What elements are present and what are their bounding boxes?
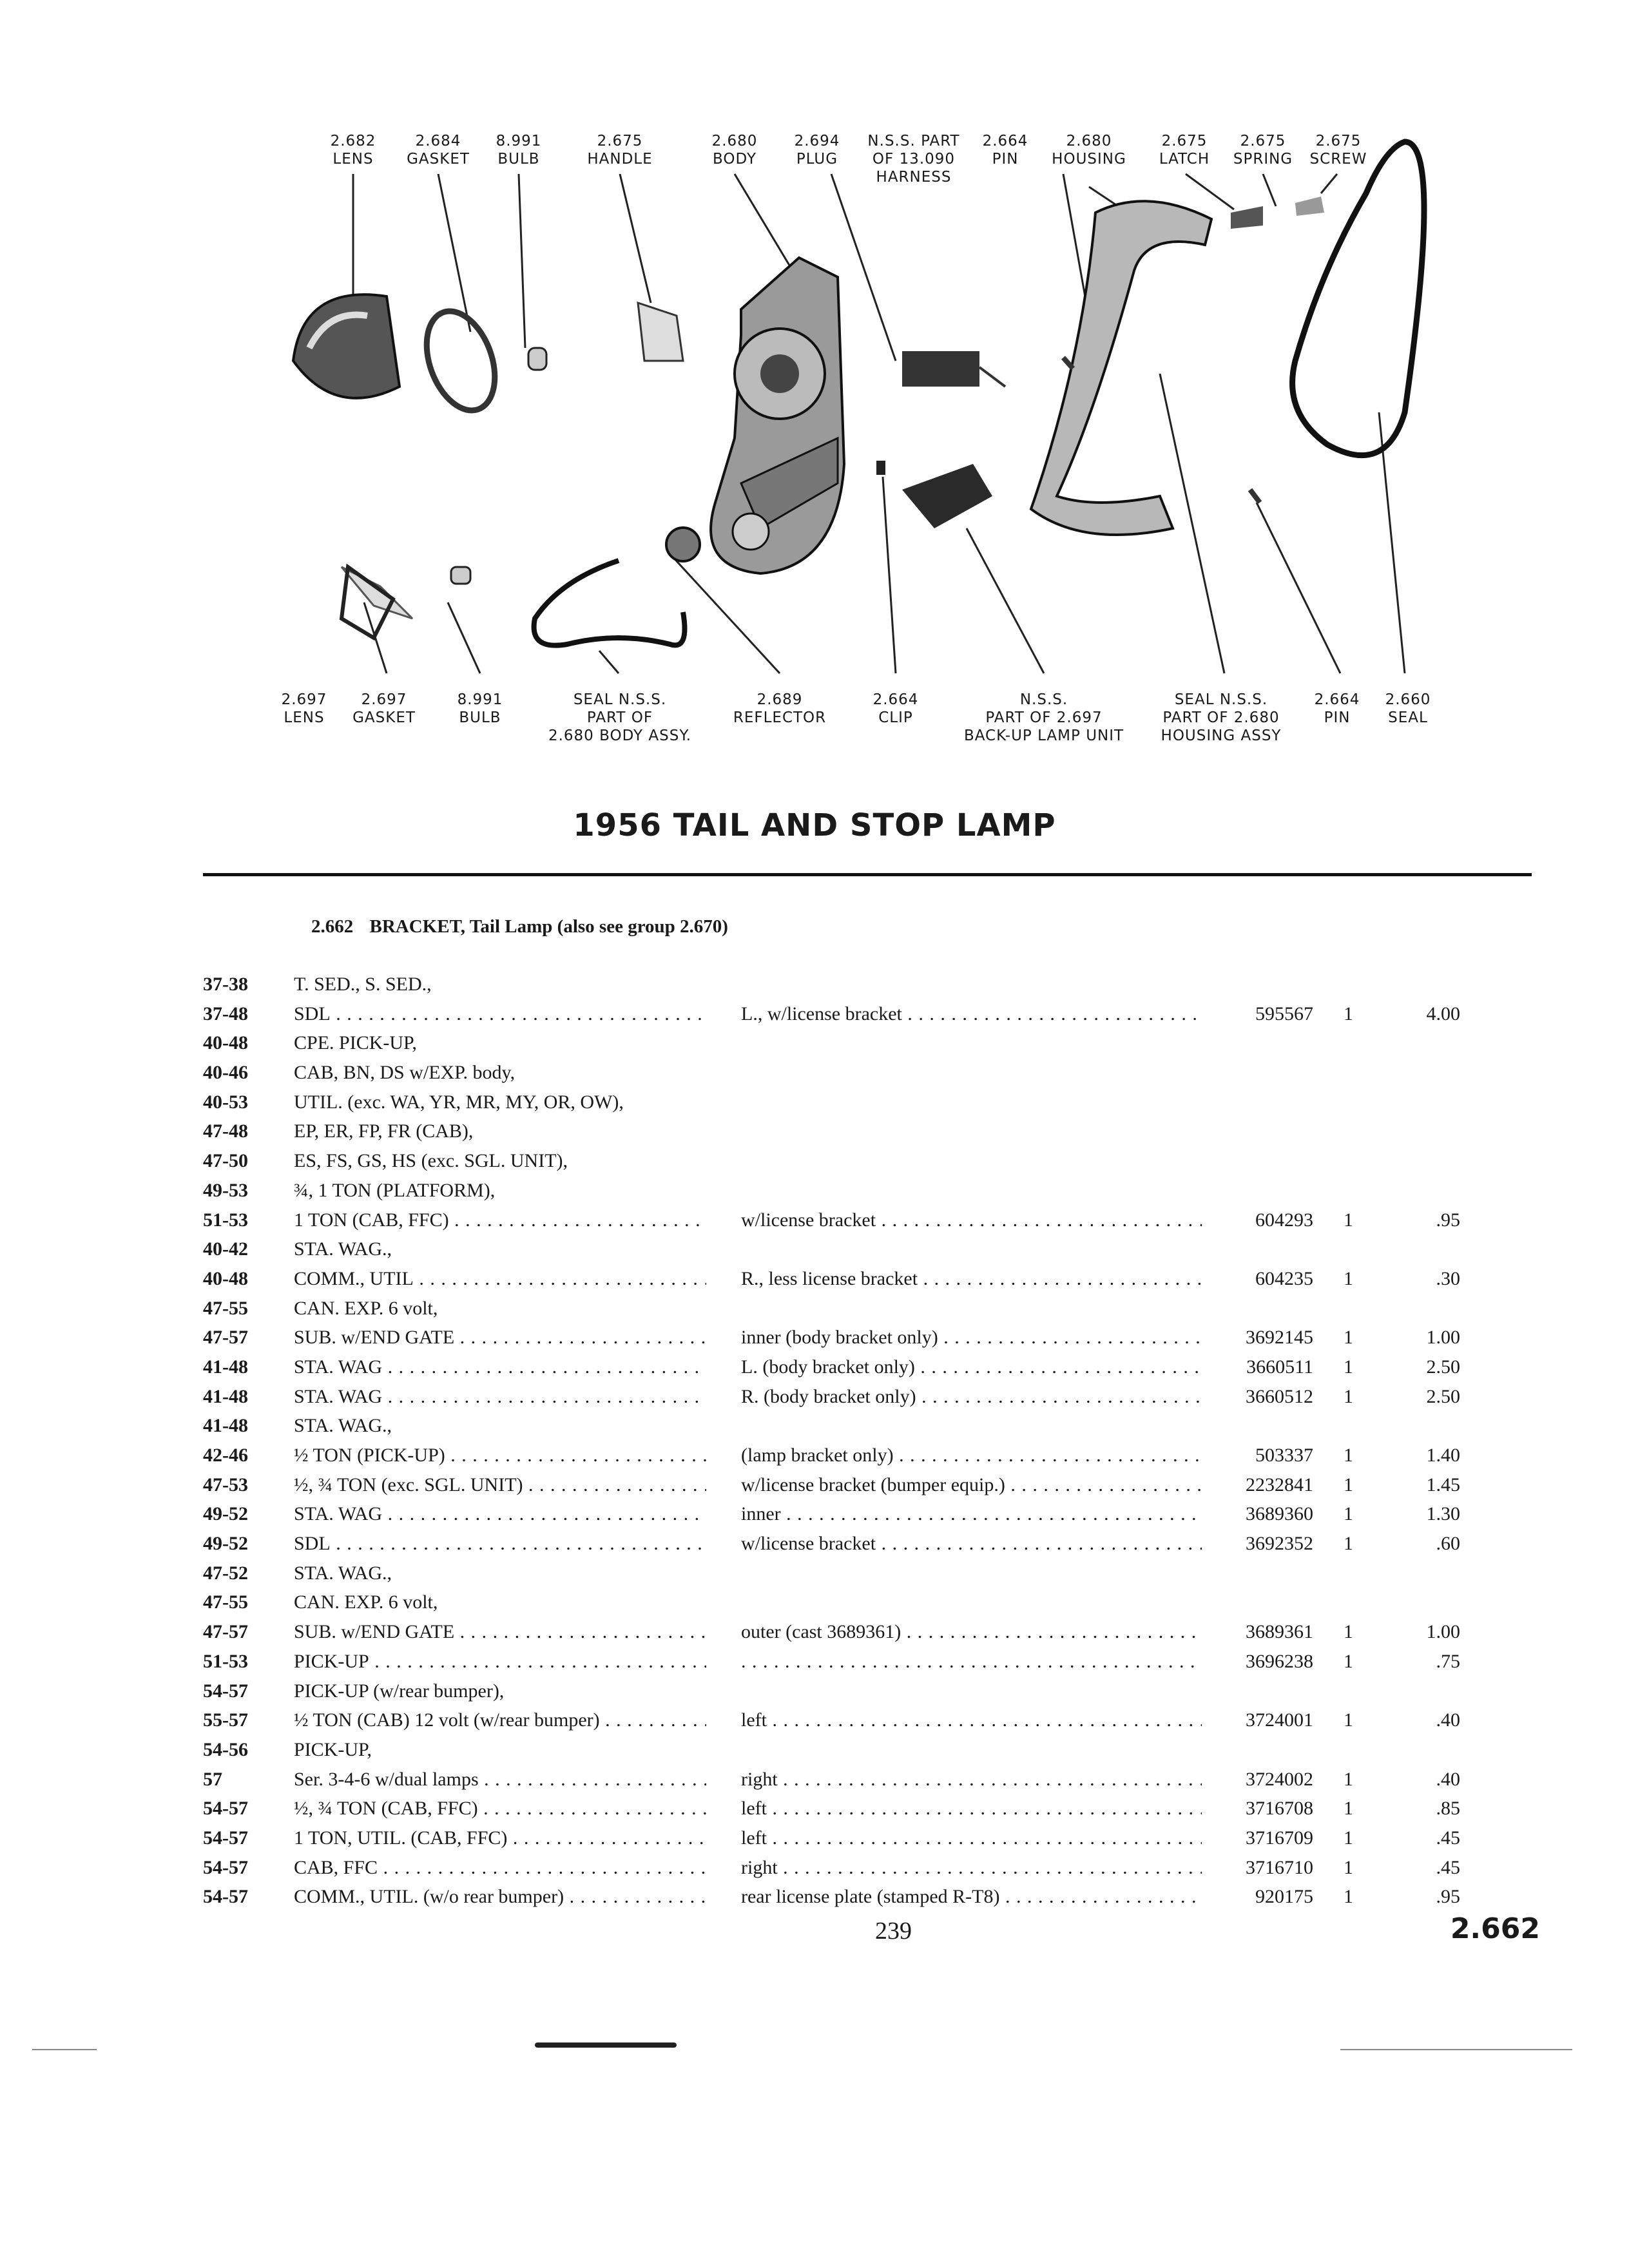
row-model: STA. WAG . . . bbox=[294, 1352, 706, 1381]
page-title: 1956 TAIL AND STOP LAMP bbox=[573, 807, 1056, 843]
row-price: .75 bbox=[1436, 1650, 1460, 1672]
row-description: (lamp bracket only) . . . bbox=[741, 1441, 1202, 1470]
row-years: 49-53 bbox=[203, 1179, 248, 1201]
row-model: CAN. EXP. 6 volt, bbox=[294, 1297, 438, 1319]
row-part-number: 3689361 bbox=[1246, 1621, 1313, 1643]
callout-backup-bulb: 8.991 BULB bbox=[457, 691, 503, 726]
row-years: 41-48 bbox=[203, 1356, 248, 1378]
row-description: right . . . bbox=[741, 1765, 1202, 1794]
row-years: 54-57 bbox=[203, 1856, 248, 1878]
row-description: w/license bracket (bumper equip.) . . . bbox=[741, 1470, 1202, 1499]
row-years: 37-48 bbox=[203, 1003, 248, 1024]
row-description: w/license bracket . . . bbox=[741, 1529, 1202, 1558]
row-model: EP, ER, FP, FR (CAB), bbox=[294, 1120, 474, 1142]
row-description: outer (cast 3689361) . . . bbox=[741, 1617, 1202, 1646]
row-model: SDL . . . bbox=[294, 999, 706, 1028]
row-years: 49-52 bbox=[203, 1533, 248, 1555]
row-price: 4.00 bbox=[1426, 1003, 1460, 1024]
scan-mark bbox=[1340, 2049, 1572, 2050]
table-row bbox=[0, 1235, 1629, 1264]
table-row bbox=[0, 1765, 1629, 1794]
table-row bbox=[0, 1411, 1629, 1441]
callout-body: 2.680 BODY bbox=[711, 133, 758, 168]
row-part-number: 3692145 bbox=[1246, 1327, 1313, 1349]
row-part-number: 604235 bbox=[1255, 1267, 1313, 1289]
row-quantity: 1 bbox=[1344, 1327, 1353, 1349]
section-name: BRACKET, bbox=[369, 916, 466, 937]
row-quantity: 1 bbox=[1344, 1474, 1353, 1495]
table-row bbox=[0, 999, 1629, 1029]
row-part-number: 3716709 bbox=[1246, 1827, 1313, 1849]
row-description: R. (body bracket only) . . . bbox=[741, 1382, 1202, 1411]
callout-clip: 2.664 CLIP bbox=[872, 691, 919, 726]
callout-spring: 2.675 SPRING bbox=[1233, 133, 1293, 168]
row-price: 2.50 bbox=[1426, 1356, 1460, 1378]
table-row bbox=[0, 1735, 1629, 1765]
table-row bbox=[0, 1441, 1629, 1470]
row-quantity: 1 bbox=[1344, 1267, 1353, 1289]
row-description: w/license bracket . . . bbox=[741, 1206, 1202, 1235]
table-row bbox=[0, 1559, 1629, 1588]
row-model: SUB. w/END GATE . . . bbox=[294, 1323, 706, 1352]
row-model: STA. WAG . . . bbox=[294, 1382, 706, 1411]
row-model: PICK-UP . . . bbox=[294, 1647, 706, 1676]
row-price: .95 bbox=[1436, 1886, 1460, 1908]
row-description: R., less license bracket . . . bbox=[741, 1264, 1202, 1293]
callout-latch: 2.675 LATCH bbox=[1159, 133, 1210, 168]
parts-table bbox=[0, 970, 1629, 1912]
row-years: 40-48 bbox=[203, 1267, 248, 1289]
row-years: 54-57 bbox=[203, 1827, 248, 1849]
row-years: 37-38 bbox=[203, 974, 248, 995]
row-description: inner . . . bbox=[741, 1499, 1202, 1528]
row-years: 47-57 bbox=[203, 1327, 248, 1349]
callout-housing: 2.680 HOUSING bbox=[1052, 133, 1126, 168]
row-model: ½ TON (PICK-UP) . . . bbox=[294, 1441, 706, 1470]
row-part-number: 2232841 bbox=[1246, 1474, 1313, 1495]
row-quantity: 1 bbox=[1344, 1798, 1353, 1820]
page-group-code: 2.662 bbox=[1450, 1912, 1540, 1945]
callout-seal: 2.660 SEAL bbox=[1385, 691, 1431, 726]
row-part-number: 595567 bbox=[1255, 1003, 1313, 1024]
callout-reflector: 2.689 REFLECTOR bbox=[733, 691, 827, 726]
row-years: 40-46 bbox=[203, 1062, 248, 1084]
row-years: 40-53 bbox=[203, 1091, 248, 1113]
row-years: 47-55 bbox=[203, 1297, 248, 1319]
scan-mark bbox=[535, 2042, 677, 2048]
row-description: left . . . bbox=[741, 1706, 1202, 1735]
row-quantity: 1 bbox=[1344, 1003, 1353, 1024]
callout-backup-lens: 2.697 LENS bbox=[281, 691, 327, 726]
table-row bbox=[0, 1058, 1629, 1088]
row-part-number: 3724002 bbox=[1246, 1768, 1313, 1790]
callout-backup-gasket: 2.697 GASKET bbox=[352, 691, 416, 726]
row-years: 51-53 bbox=[203, 1209, 248, 1231]
callout-pin-bottom: 2.664 PIN bbox=[1314, 691, 1360, 726]
row-model: T. SED., S. SED., bbox=[294, 974, 432, 995]
row-price: 1.40 bbox=[1426, 1445, 1460, 1466]
row-model: ½ TON (CAB) 12 volt (w/rear bumper) . . . bbox=[294, 1706, 706, 1735]
row-years: 41-48 bbox=[203, 1385, 248, 1407]
row-description: right . . . bbox=[741, 1853, 1202, 1882]
row-price: 1.30 bbox=[1426, 1503, 1460, 1525]
row-years: 54-57 bbox=[203, 1680, 248, 1702]
row-years: 54-57 bbox=[203, 1798, 248, 1820]
row-quantity: 1 bbox=[1344, 1356, 1353, 1378]
row-years: 40-48 bbox=[203, 1032, 248, 1054]
table-row bbox=[0, 1588, 1629, 1617]
section-description: Tail Lamp (also see group 2.670) bbox=[469, 916, 728, 937]
table-row bbox=[0, 1352, 1629, 1382]
row-quantity: 1 bbox=[1344, 1709, 1353, 1731]
row-years: 51-53 bbox=[203, 1650, 248, 1672]
row-model: COMM., UTIL . . . bbox=[294, 1264, 706, 1293]
row-years: 47-53 bbox=[203, 1474, 248, 1495]
row-quantity: 1 bbox=[1344, 1827, 1353, 1849]
row-quantity: 1 bbox=[1344, 1768, 1353, 1790]
row-quantity: 1 bbox=[1344, 1533, 1353, 1555]
exploded-parts-diagram bbox=[0, 0, 1629, 773]
callout-gasket: 2.684 GASKET bbox=[407, 133, 470, 168]
section-number: 2.662 bbox=[311, 916, 354, 937]
table-row bbox=[0, 1853, 1629, 1883]
table-row bbox=[0, 1264, 1629, 1294]
row-part-number: 3724001 bbox=[1246, 1709, 1313, 1731]
row-model: ½, ¾ TON (CAB, FFC) . . . bbox=[294, 1794, 706, 1823]
row-description: L. (body bracket only) . . . bbox=[741, 1352, 1202, 1381]
row-model: STA. WAG . . . bbox=[294, 1499, 706, 1528]
row-quantity: 1 bbox=[1344, 1621, 1353, 1643]
row-years: 57 bbox=[203, 1768, 222, 1790]
row-price: 2.50 bbox=[1426, 1385, 1460, 1407]
row-years: 47-52 bbox=[203, 1562, 248, 1584]
row-description: inner (body bracket only) . . . bbox=[741, 1323, 1202, 1352]
table-row bbox=[0, 1117, 1629, 1146]
row-price: .40 bbox=[1436, 1709, 1460, 1731]
row-model: STA. WAG., bbox=[294, 1415, 392, 1437]
row-model: CAB, BN, DS w/EXP. body, bbox=[294, 1062, 516, 1084]
row-description: L., w/license bracket . . . bbox=[741, 999, 1202, 1028]
row-price: .45 bbox=[1436, 1856, 1460, 1878]
row-years: 47-50 bbox=[203, 1150, 248, 1172]
row-part-number: 3660512 bbox=[1246, 1385, 1313, 1407]
row-model: STA. WAG., bbox=[294, 1238, 392, 1260]
row-years: 55-57 bbox=[203, 1709, 248, 1731]
section-heading bbox=[311, 916, 728, 937]
row-description bbox=[741, 1647, 1202, 1676]
row-part-number: 3696238 bbox=[1246, 1650, 1313, 1672]
row-model: ¾, 1 TON (PLATFORM), bbox=[294, 1179, 496, 1201]
table-row bbox=[0, 970, 1629, 999]
row-part-number: 3716708 bbox=[1246, 1798, 1313, 1820]
row-part-number: 503337 bbox=[1255, 1445, 1313, 1466]
callout-lens: 2.682 LENS bbox=[330, 133, 376, 168]
row-part-number: 920175 bbox=[1255, 1886, 1313, 1908]
table-row bbox=[0, 1470, 1629, 1500]
table-row bbox=[0, 1088, 1629, 1117]
row-part-number: 3692352 bbox=[1246, 1533, 1313, 1555]
row-years: 49-52 bbox=[203, 1503, 248, 1525]
row-years: 54-56 bbox=[203, 1738, 248, 1760]
row-quantity: 1 bbox=[1344, 1503, 1353, 1525]
row-price: 1.45 bbox=[1426, 1474, 1460, 1495]
table-row bbox=[0, 1323, 1629, 1352]
table-row bbox=[0, 1794, 1629, 1823]
callout-backup-lamp-unit: N.S.S. PART OF 2.697 BACK-UP LAMP UNIT bbox=[963, 691, 1124, 744]
callout-handle: 2.675 HANDLE bbox=[587, 133, 653, 168]
row-part-number: 3660511 bbox=[1246, 1356, 1313, 1378]
row-model: Ser. 3-4-6 w/dual lamps . . . bbox=[294, 1765, 706, 1794]
row-model: PICK-UP (w/rear bumper), bbox=[294, 1680, 505, 1702]
table-row bbox=[0, 1529, 1629, 1559]
table-row bbox=[0, 1294, 1629, 1323]
row-model: SDL . . . bbox=[294, 1529, 706, 1558]
row-years: 47-55 bbox=[203, 1591, 248, 1613]
row-model: CAB, FFC . . . bbox=[294, 1853, 706, 1882]
row-part-number: 604293 bbox=[1255, 1209, 1313, 1231]
row-price: .95 bbox=[1436, 1209, 1460, 1231]
lamp-body-part-icon bbox=[711, 258, 844, 573]
callout-body-seal: SEAL N.S.S. PART OF 2.680 BODY ASSY. bbox=[548, 691, 692, 744]
table-row bbox=[0, 1677, 1629, 1706]
row-model: 1 TON, UTIL. (CAB, FFC) . . . bbox=[294, 1823, 706, 1852]
row-description: left . . . bbox=[741, 1823, 1202, 1852]
row-price: .30 bbox=[1436, 1267, 1460, 1289]
row-quantity: 1 bbox=[1344, 1445, 1353, 1466]
row-model: SUB. w/END GATE . . . bbox=[294, 1617, 706, 1646]
row-quantity: 1 bbox=[1344, 1209, 1353, 1231]
row-price: .45 bbox=[1436, 1827, 1460, 1849]
row-description: rear license plate (stamped R-T8) . . . bbox=[741, 1882, 1202, 1911]
row-model: ½, ¾ TON (exc. SGL. UNIT) . . . bbox=[294, 1470, 706, 1499]
row-quantity: 1 bbox=[1344, 1886, 1353, 1908]
callout-harness: N.S.S. PART OF 13.090 HARNESS bbox=[867, 133, 960, 186]
row-quantity: 1 bbox=[1344, 1385, 1353, 1407]
callout-bulb: 8.991 BULB bbox=[496, 133, 542, 168]
row-part-number: 3689360 bbox=[1246, 1503, 1313, 1525]
table-row bbox=[0, 1382, 1629, 1412]
row-years: 41-48 bbox=[203, 1415, 248, 1437]
row-model: STA. WAG., bbox=[294, 1562, 392, 1584]
table-row bbox=[0, 1706, 1629, 1735]
callout-screw: 2.675 SCREW bbox=[1309, 133, 1367, 168]
row-model: COMM., UTIL. (w/o rear bumper) . . . bbox=[294, 1882, 706, 1911]
scan-mark bbox=[32, 2049, 97, 2050]
row-years: 54-57 bbox=[203, 1886, 248, 1908]
row-model: ES, FS, GS, HS (exc. SGL. UNIT), bbox=[294, 1150, 568, 1172]
table-row bbox=[0, 1028, 1629, 1058]
row-description: left . . . bbox=[741, 1794, 1202, 1823]
row-model: UTIL. (exc. WA, YR, MR, MY, OR, OW), bbox=[294, 1091, 624, 1113]
callout-housing-seal: SEAL N.S.S. PART OF 2.680 HOUSING ASSY bbox=[1161, 691, 1282, 744]
callout-pin: 2.664 PIN bbox=[982, 133, 1028, 168]
row-model: PICK-UP, bbox=[294, 1738, 372, 1760]
table-row bbox=[0, 1617, 1629, 1647]
table-row bbox=[0, 1823, 1629, 1853]
row-years: 47-48 bbox=[203, 1120, 248, 1142]
page-number: 239 bbox=[875, 1917, 912, 1945]
row-years: 47-57 bbox=[203, 1621, 248, 1643]
row-model: 1 TON (CAB, FFC) . . . bbox=[294, 1206, 706, 1235]
table-row bbox=[0, 1176, 1629, 1206]
row-price: 1.00 bbox=[1426, 1621, 1460, 1643]
table-row bbox=[0, 1206, 1629, 1235]
table-row bbox=[0, 1882, 1629, 1912]
row-model: CAN. EXP. 6 volt, bbox=[294, 1591, 438, 1613]
row-price: .85 bbox=[1436, 1798, 1460, 1820]
table-row bbox=[0, 1647, 1629, 1677]
row-years: 42-46 bbox=[203, 1445, 248, 1466]
lens-part-icon bbox=[293, 294, 400, 398]
row-part-number: 3716710 bbox=[1246, 1856, 1313, 1878]
table-row bbox=[0, 1499, 1629, 1529]
title-rule bbox=[203, 873, 1532, 876]
row-model: CPE. PICK-UP, bbox=[294, 1032, 417, 1054]
table-row bbox=[0, 1146, 1629, 1176]
row-price: .60 bbox=[1436, 1533, 1460, 1555]
row-price: .40 bbox=[1436, 1768, 1460, 1790]
callout-plug: 2.694 PLUG bbox=[794, 133, 840, 168]
row-quantity: 1 bbox=[1344, 1650, 1353, 1672]
row-price: 1.00 bbox=[1426, 1327, 1460, 1349]
row-quantity: 1 bbox=[1344, 1856, 1353, 1878]
row-years: 40-42 bbox=[203, 1238, 248, 1260]
